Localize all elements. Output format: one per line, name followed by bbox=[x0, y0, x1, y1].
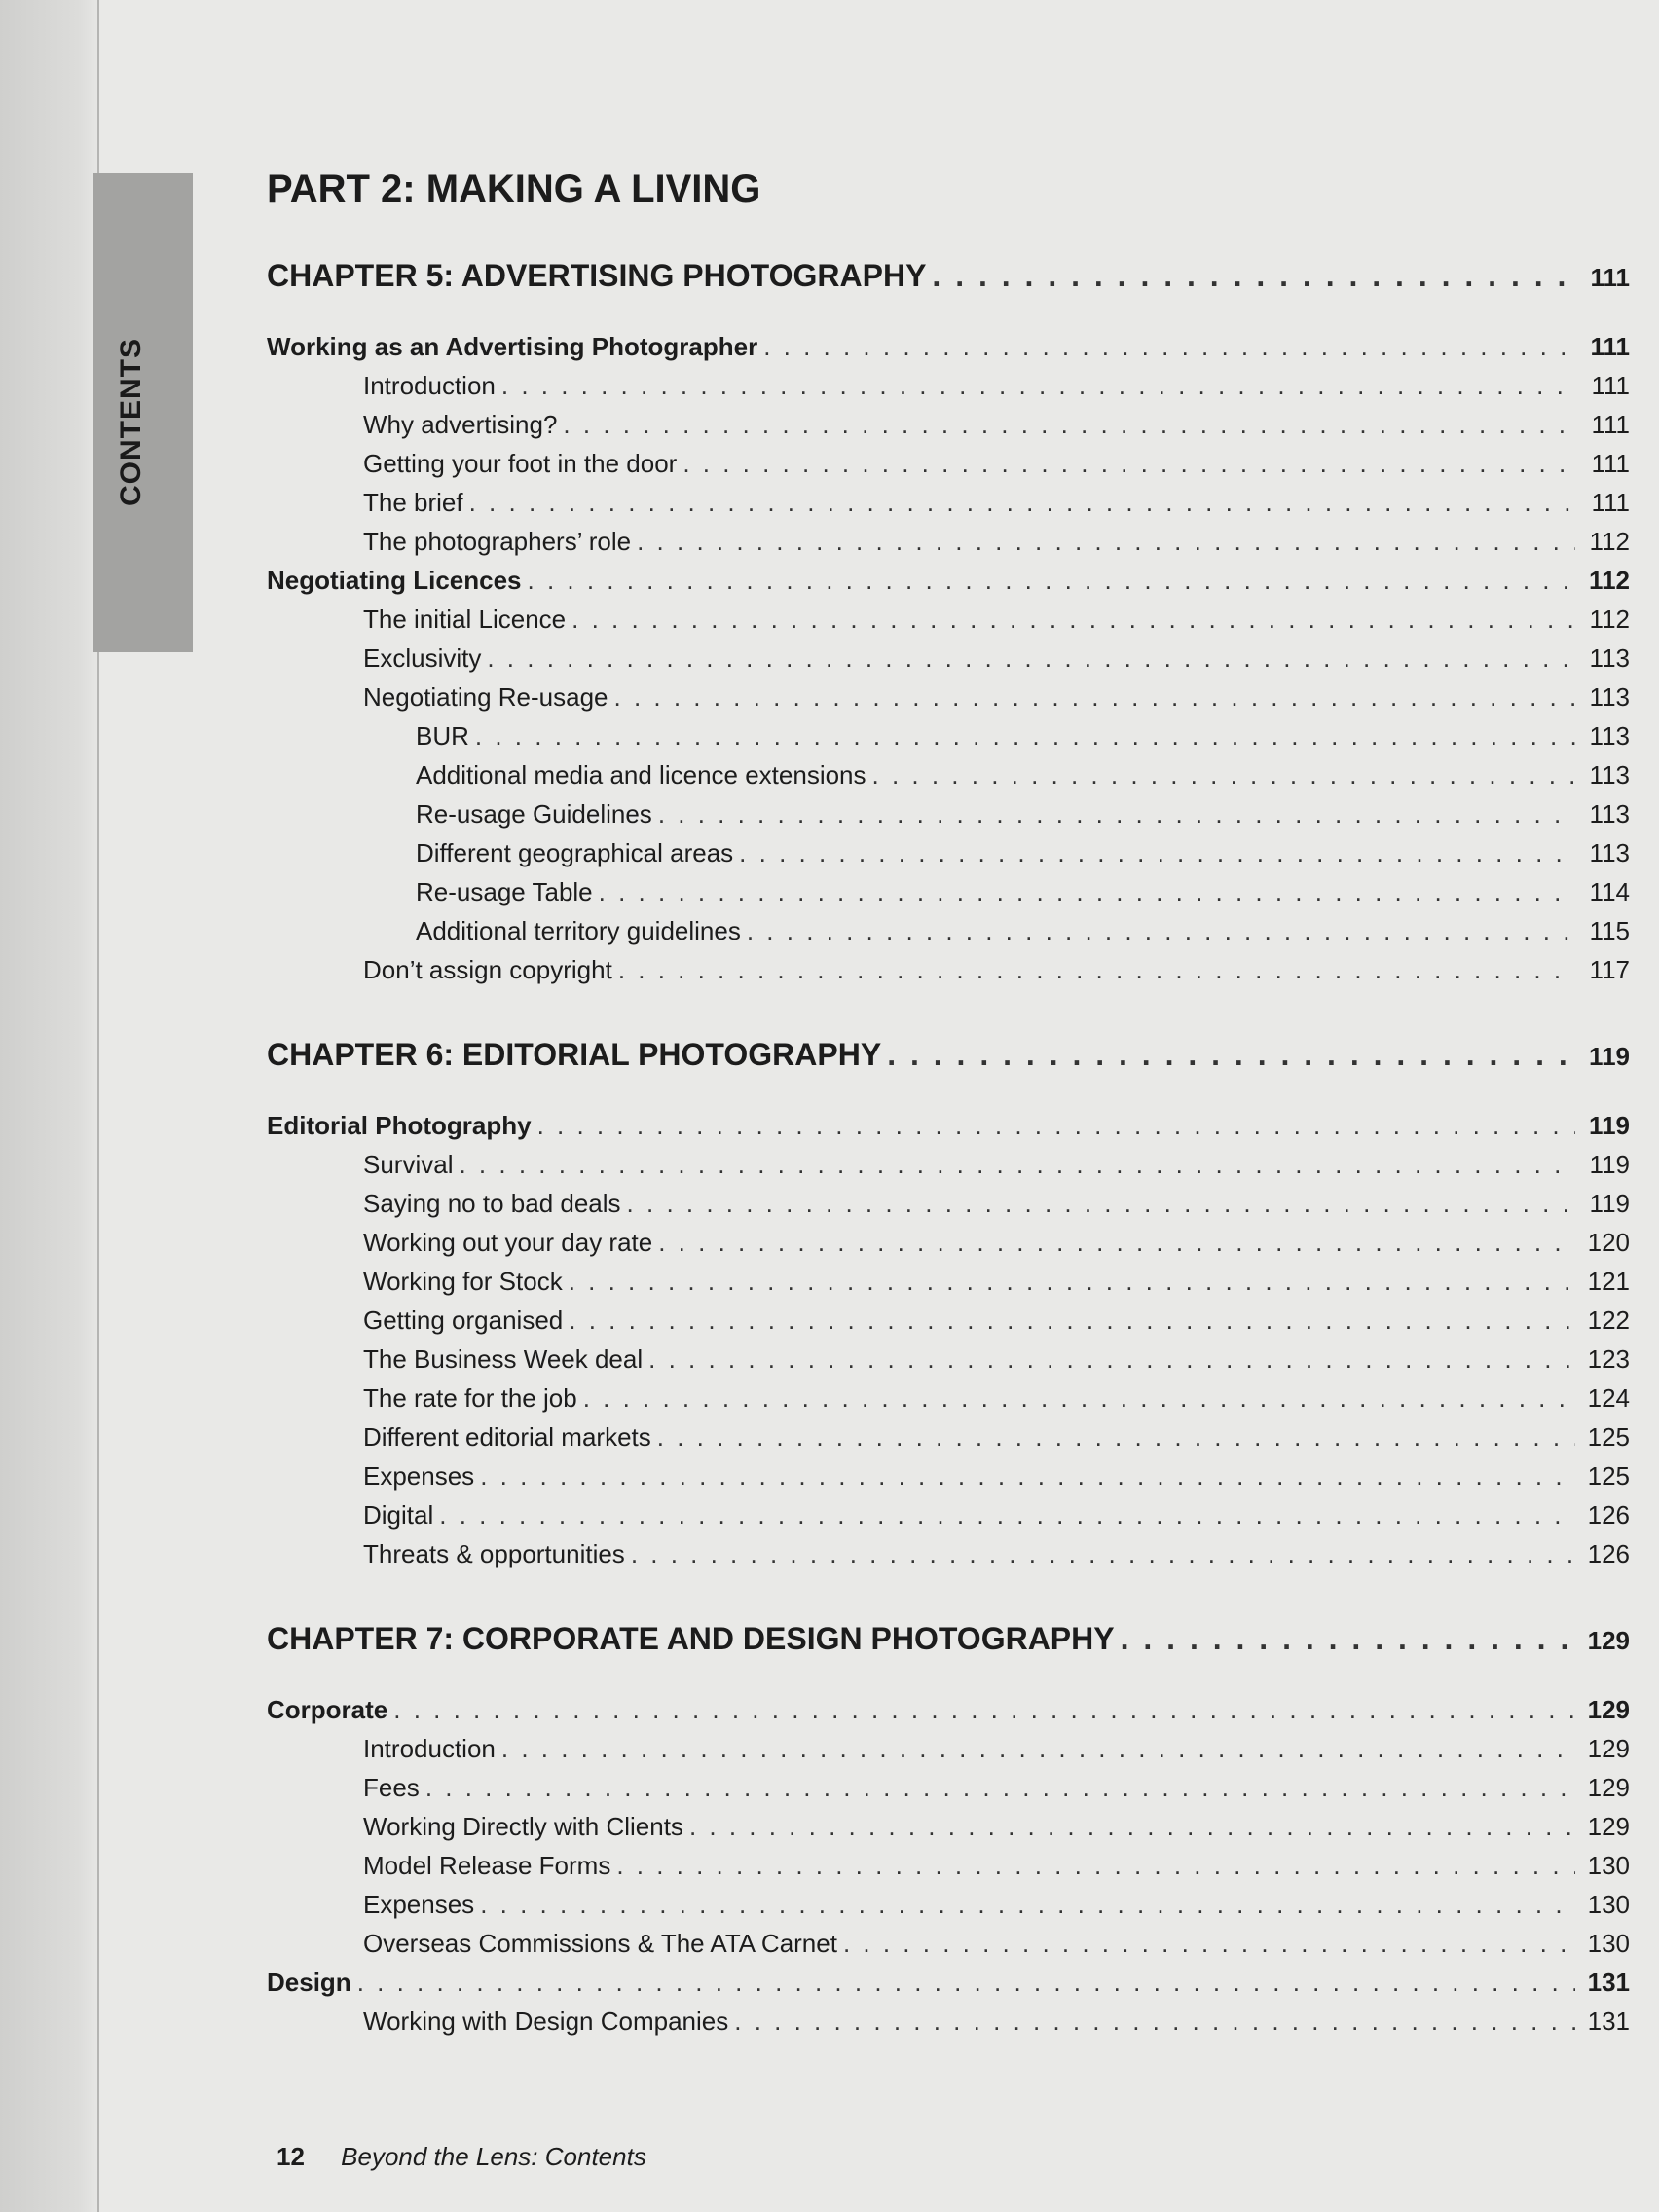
entry-page-number: 124 bbox=[1587, 1383, 1630, 1413]
dot-leader bbox=[614, 678, 1576, 717]
subsection-entry bbox=[267, 1262, 1630, 1301]
dot-leader bbox=[689, 1807, 1575, 1846]
chapter-heading bbox=[267, 1616, 1630, 1661]
entry-title: Working as an Advertising Photographer bbox=[267, 332, 758, 361]
dot-leader bbox=[739, 833, 1575, 872]
entry-page-number: 119 bbox=[1589, 1150, 1630, 1179]
dot-leader bbox=[872, 756, 1575, 794]
subsection-entry bbox=[267, 405, 1630, 444]
dot-leader bbox=[537, 1106, 1575, 1145]
section-entry bbox=[267, 1963, 1630, 2002]
dot-leader bbox=[528, 561, 1576, 600]
entry-title: Introduction bbox=[363, 371, 496, 400]
entry-title: Survival bbox=[363, 1150, 454, 1179]
entry-title: Introduction bbox=[363, 1734, 496, 1763]
chapter-list bbox=[267, 253, 1630, 2041]
subsection-entry bbox=[267, 1223, 1630, 1262]
chapter-heading bbox=[267, 1032, 1630, 1077]
page-gutter-edge bbox=[0, 0, 99, 2212]
dot-leader bbox=[393, 1690, 1575, 1729]
dot-leader bbox=[734, 2002, 1575, 2041]
entry-title: The Business Week deal bbox=[363, 1345, 644, 1374]
footer-running-title: Beyond the Lens: Contents bbox=[341, 2142, 646, 2171]
part-title: PART 2: MAKING A LIVING bbox=[267, 167, 761, 210]
subsection-entry bbox=[267, 639, 1630, 678]
entry-title: Overseas Commissions & The ATA Carnet bbox=[363, 1929, 837, 1958]
entry-page-number: 131 bbox=[1587, 1968, 1630, 1997]
section-entry bbox=[267, 327, 1630, 366]
dot-leader bbox=[1121, 1616, 1575, 1661]
dot-leader bbox=[425, 1768, 1575, 1807]
dot-leader bbox=[658, 1223, 1575, 1262]
dot-leader bbox=[648, 1340, 1575, 1379]
subsubsection-entry bbox=[267, 872, 1630, 911]
section-entry bbox=[267, 1690, 1630, 1729]
entry-title: Getting your foot in the door bbox=[363, 449, 678, 478]
entry-title: Different geographical areas bbox=[416, 838, 734, 867]
entry-page-number: 130 bbox=[1587, 1890, 1630, 1919]
subsection-entry bbox=[267, 522, 1630, 561]
entry-title: BUR bbox=[416, 721, 469, 751]
subsubsection-entry bbox=[267, 717, 1630, 756]
subsection-entry bbox=[267, 444, 1630, 483]
dot-leader bbox=[357, 1963, 1575, 2002]
entry-title: Additional territory guidelines bbox=[416, 916, 741, 945]
entry-page-number: 112 bbox=[1589, 605, 1630, 634]
subsection-entry bbox=[267, 366, 1630, 405]
entry-page-number: 119 bbox=[1589, 1111, 1630, 1140]
subsection-entry bbox=[267, 1184, 1630, 1223]
entry-page-number: 121 bbox=[1587, 1267, 1630, 1296]
entry-title: Digital bbox=[363, 1500, 434, 1530]
subsection-entry bbox=[267, 1885, 1630, 1924]
entry-page-number: 129 bbox=[1587, 1734, 1630, 1763]
subsection-entry bbox=[267, 1807, 1630, 1846]
entry-page-number: 129 bbox=[1587, 1773, 1630, 1802]
entry-title: Working out your day rate bbox=[363, 1228, 653, 1257]
entry-title: Re-usage Table bbox=[416, 877, 593, 906]
section-entry bbox=[267, 561, 1630, 600]
entry-title: Design bbox=[267, 1968, 351, 1997]
subsection-entry bbox=[267, 1301, 1630, 1340]
entry-page-number: 122 bbox=[1587, 1306, 1630, 1335]
entry-page-number: 113 bbox=[1589, 682, 1630, 712]
entry-title: Negotiating Re-usage bbox=[363, 682, 608, 712]
subsection-entry bbox=[267, 1340, 1630, 1379]
subsection-entry bbox=[267, 1379, 1630, 1418]
entry-page-number: 113 bbox=[1589, 644, 1630, 673]
entry-page-number: 125 bbox=[1587, 1422, 1630, 1452]
entry-title: The photographers’ role bbox=[363, 527, 632, 556]
dot-leader bbox=[569, 1301, 1575, 1340]
entry-title: Why advertising? bbox=[363, 410, 558, 439]
chapter-page-number: 129 bbox=[1587, 1626, 1630, 1655]
subsection-entry bbox=[267, 600, 1630, 639]
section-entry bbox=[267, 1106, 1630, 1145]
chapter-page-number: 111 bbox=[1590, 263, 1630, 292]
entry-title: Exclusivity bbox=[363, 644, 482, 673]
subsubsection-entry bbox=[267, 756, 1630, 794]
entry-title: Getting organised bbox=[363, 1306, 564, 1335]
dot-leader bbox=[627, 1184, 1575, 1223]
subsection-entry bbox=[267, 1418, 1630, 1456]
entry-page-number: 114 bbox=[1589, 877, 1630, 906]
subsection-entry bbox=[267, 1768, 1630, 1807]
entry-page-number: 119 bbox=[1589, 1189, 1630, 1218]
dot-leader bbox=[747, 911, 1575, 950]
entry-title: Working for Stock bbox=[363, 1267, 563, 1296]
entry-page-number: 129 bbox=[1587, 1812, 1630, 1841]
page-footer bbox=[276, 2142, 646, 2172]
entry-page-number: 111 bbox=[1591, 371, 1630, 400]
dot-leader bbox=[682, 444, 1575, 483]
entry-title: Don’t assign copyright bbox=[363, 955, 612, 984]
entry-page-number: 126 bbox=[1587, 1539, 1630, 1568]
dot-leader bbox=[658, 794, 1575, 833]
entry-page-number: 111 bbox=[1591, 410, 1630, 439]
entry-page-number: 120 bbox=[1587, 1228, 1630, 1257]
dot-leader bbox=[475, 717, 1575, 756]
entry-title: Model Release Forms bbox=[363, 1851, 611, 1880]
entry-title: Working Directly with Clients bbox=[363, 1812, 683, 1841]
dot-leader bbox=[618, 950, 1575, 989]
dot-leader bbox=[583, 1379, 1575, 1418]
entry-title: The brief bbox=[363, 488, 463, 517]
entry-page-number: 113 bbox=[1589, 838, 1630, 867]
chapter-title: CHAPTER 6: EDITORIAL PHOTOGRAPHY bbox=[267, 1037, 882, 1072]
subsection-entry bbox=[267, 483, 1630, 522]
entry-page-number: 131 bbox=[1587, 2007, 1630, 2036]
footer-page-number: 12 bbox=[276, 2142, 305, 2171]
entry-page-number: 111 bbox=[1591, 488, 1630, 517]
entry-page-number: 115 bbox=[1589, 916, 1630, 945]
subsection-entry bbox=[267, 950, 1630, 989]
subsection-entry bbox=[267, 1924, 1630, 1963]
dot-leader bbox=[631, 1534, 1575, 1573]
dot-leader bbox=[501, 1729, 1575, 1768]
chapter-title: CHAPTER 5: ADVERTISING PHOTOGRAPHY bbox=[267, 258, 927, 293]
dot-leader bbox=[501, 366, 1575, 405]
entry-title: Negotiating Licences bbox=[267, 566, 522, 595]
dot-leader bbox=[657, 1418, 1575, 1456]
subsubsection-entry bbox=[267, 833, 1630, 872]
dot-leader bbox=[459, 1145, 1575, 1184]
entry-title: Corporate bbox=[267, 1695, 388, 1724]
subsection-entry bbox=[267, 1846, 1630, 1885]
entry-page-number: 125 bbox=[1587, 1461, 1630, 1491]
subsection-entry bbox=[267, 678, 1630, 717]
subsection-entry bbox=[267, 1145, 1630, 1184]
entry-title: Re-usage Guidelines bbox=[416, 799, 652, 829]
dot-leader bbox=[469, 483, 1575, 522]
entry-title: Fees bbox=[363, 1773, 420, 1802]
subsubsection-entry bbox=[267, 794, 1630, 833]
entry-title: Additional media and licence extensions bbox=[416, 760, 866, 790]
entry-page-number: 112 bbox=[1589, 566, 1630, 595]
toc-content bbox=[267, 164, 1630, 2041]
entry-title: Working with Design Companies bbox=[363, 2007, 729, 2036]
entry-title: Saying no to bad deals bbox=[363, 1189, 621, 1218]
dot-leader bbox=[439, 1495, 1575, 1534]
entry-page-number: 113 bbox=[1589, 799, 1630, 829]
subsection-entry bbox=[267, 1456, 1630, 1495]
chapter-page-number: 119 bbox=[1589, 1042, 1630, 1071]
dot-leader bbox=[616, 1846, 1575, 1885]
entry-page-number: 112 bbox=[1589, 527, 1630, 556]
subsection-entry bbox=[267, 2002, 1630, 2041]
entry-page-number: 117 bbox=[1589, 955, 1630, 984]
dot-leader bbox=[480, 1456, 1575, 1495]
entry-page-number: 113 bbox=[1589, 721, 1630, 751]
entry-page-number: 111 bbox=[1590, 332, 1630, 361]
dot-leader bbox=[487, 639, 1575, 678]
dot-leader bbox=[569, 1262, 1575, 1301]
dot-leader bbox=[599, 872, 1575, 911]
dot-leader bbox=[480, 1885, 1575, 1924]
subsection-entry bbox=[267, 1534, 1630, 1573]
entry-page-number: 113 bbox=[1589, 760, 1630, 790]
dot-leader bbox=[763, 327, 1575, 366]
chapter-title: CHAPTER 7: CORPORATE AND DESIGN PHOTOGRAPHY bbox=[267, 1621, 1115, 1656]
dot-leader bbox=[637, 522, 1575, 561]
subsection-entry bbox=[267, 1729, 1630, 1768]
chapter-heading bbox=[267, 253, 1630, 298]
entry-title: Different editorial markets bbox=[363, 1422, 651, 1452]
entry-title: Editorial Photography bbox=[267, 1111, 532, 1140]
dot-leader bbox=[571, 600, 1575, 639]
dot-leader bbox=[887, 1032, 1575, 1077]
entry-page-number: 126 bbox=[1587, 1500, 1630, 1530]
entry-page-number: 129 bbox=[1587, 1695, 1630, 1724]
subsubsection-entry bbox=[267, 911, 1630, 950]
entry-page-number: 123 bbox=[1587, 1345, 1630, 1374]
subsection-entry bbox=[267, 1495, 1630, 1534]
entry-title: Expenses bbox=[363, 1461, 475, 1491]
entry-title: Threats & opportunities bbox=[363, 1539, 625, 1568]
entry-page-number: 130 bbox=[1587, 1929, 1630, 1958]
entry-title: The rate for the job bbox=[363, 1383, 577, 1413]
entry-page-number: 111 bbox=[1591, 449, 1630, 478]
entry-title: Expenses bbox=[363, 1890, 475, 1919]
dot-leader bbox=[843, 1924, 1575, 1963]
entry-page-number: 130 bbox=[1587, 1851, 1630, 1880]
contents-tab-label: CONTENTS bbox=[115, 338, 147, 506]
dot-leader bbox=[932, 253, 1575, 298]
dot-leader bbox=[563, 405, 1575, 444]
entry-title: The initial Licence bbox=[363, 605, 567, 634]
